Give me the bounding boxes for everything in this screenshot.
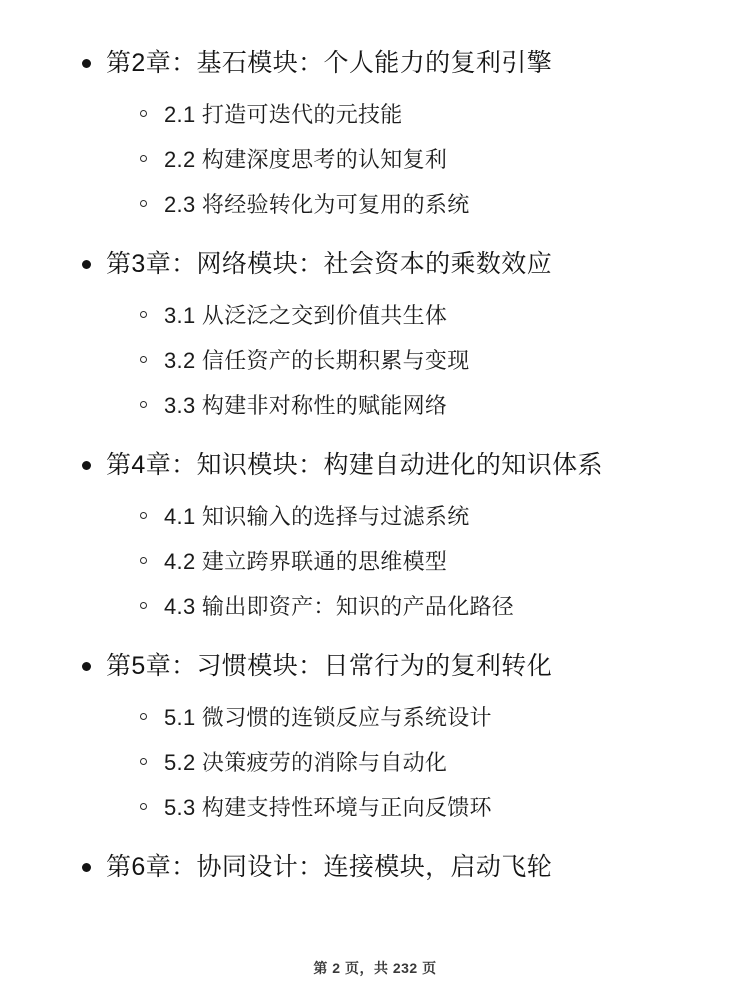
toc-chapter-title: 第5章：习惯模块：日常行为的复利转化 xyxy=(106,652,553,680)
toc-section[interactable] xyxy=(60,338,690,383)
hollow-bullet-icon xyxy=(140,356,147,363)
toc-section-title: 3.3 构建非对称性的赋能网络 xyxy=(164,393,448,418)
toc-section-list xyxy=(60,494,690,629)
toc-section-list xyxy=(60,293,690,428)
toc-section-title: 3.2 信任资产的长期积累与变现 xyxy=(164,348,470,373)
toc-chapter-block xyxy=(60,643,690,830)
hollow-bullet-icon xyxy=(140,557,147,564)
hollow-bullet-icon xyxy=(140,803,147,810)
toc-section-title: 2.2 构建深度思考的认知复利 xyxy=(164,147,448,172)
hollow-bullet-icon xyxy=(140,311,147,318)
toc-section[interactable] xyxy=(60,740,690,785)
toc-section-title: 5.1 微习惯的连锁反应与系统设计 xyxy=(164,705,492,730)
toc-section-list xyxy=(60,695,690,830)
filled-bullet-icon xyxy=(82,260,91,269)
toc-section-title: 2.1 打造可迭代的元技能 xyxy=(164,102,403,127)
toc-chapter[interactable] xyxy=(60,643,690,689)
toc-section-title: 3.1 从泛泛之交到价值共生体 xyxy=(164,303,448,328)
hollow-bullet-icon xyxy=(140,758,147,765)
toc-section[interactable] xyxy=(60,137,690,182)
toc-chapter-block xyxy=(60,241,690,428)
hollow-bullet-icon xyxy=(140,401,147,408)
toc-chapter-block xyxy=(60,442,690,629)
toc-section[interactable] xyxy=(60,584,690,629)
hollow-bullet-icon xyxy=(140,713,147,720)
toc-section-list xyxy=(60,92,690,227)
page-footer: 第 2 页，共 232 页 xyxy=(313,960,437,976)
toc-section-title: 2.3 将经验转化为可复用的系统 xyxy=(164,192,470,217)
toc-chapter[interactable] xyxy=(60,241,690,287)
toc-chapter-title: 第6章：协同设计：连接模块，启动飞轮 xyxy=(106,853,553,881)
hollow-bullet-icon xyxy=(140,155,147,162)
toc-section[interactable] xyxy=(60,494,690,539)
toc-chapter-title: 第3章：网络模块：社会资本的乘数效应 xyxy=(106,250,553,278)
toc-section-title: 4.2 建立跨界联通的思维模型 xyxy=(164,549,448,574)
toc-chapter-block xyxy=(60,40,690,227)
filled-bullet-icon xyxy=(82,662,91,671)
toc-chapter-title: 第2章：基石模块：个人能力的复利引擎 xyxy=(106,49,553,77)
filled-bullet-icon xyxy=(82,461,91,470)
toc-section[interactable] xyxy=(60,383,690,428)
filled-bullet-icon xyxy=(82,59,91,68)
toc-section[interactable] xyxy=(60,785,690,830)
toc-section[interactable] xyxy=(60,695,690,740)
hollow-bullet-icon xyxy=(140,200,147,207)
hollow-bullet-icon xyxy=(140,602,147,609)
hollow-bullet-icon xyxy=(140,512,147,519)
toc-section[interactable] xyxy=(60,92,690,137)
toc-section[interactable] xyxy=(60,182,690,227)
toc-chapter-title: 第4章：知识模块：构建自动进化的知识体系 xyxy=(106,451,603,479)
toc-chapter-block xyxy=(60,844,690,890)
hollow-bullet-icon xyxy=(140,110,147,117)
table-of-contents xyxy=(60,40,690,890)
filled-bullet-icon xyxy=(82,863,91,872)
toc-section-title: 4.3 输出即资产：知识的产品化路径 xyxy=(164,594,515,619)
toc-section[interactable] xyxy=(60,293,690,338)
toc-chapter[interactable] xyxy=(60,844,690,890)
toc-section-title: 5.2 决策疲劳的消除与自动化 xyxy=(164,750,448,775)
toc-chapter[interactable] xyxy=(60,40,690,86)
toc-section[interactable] xyxy=(60,539,690,584)
toc-section-title: 5.3 构建支持性环境与正向反馈环 xyxy=(164,795,492,820)
toc-chapter[interactable] xyxy=(60,442,690,488)
toc-section-title: 4.1 知识输入的选择与过滤系统 xyxy=(164,504,470,529)
